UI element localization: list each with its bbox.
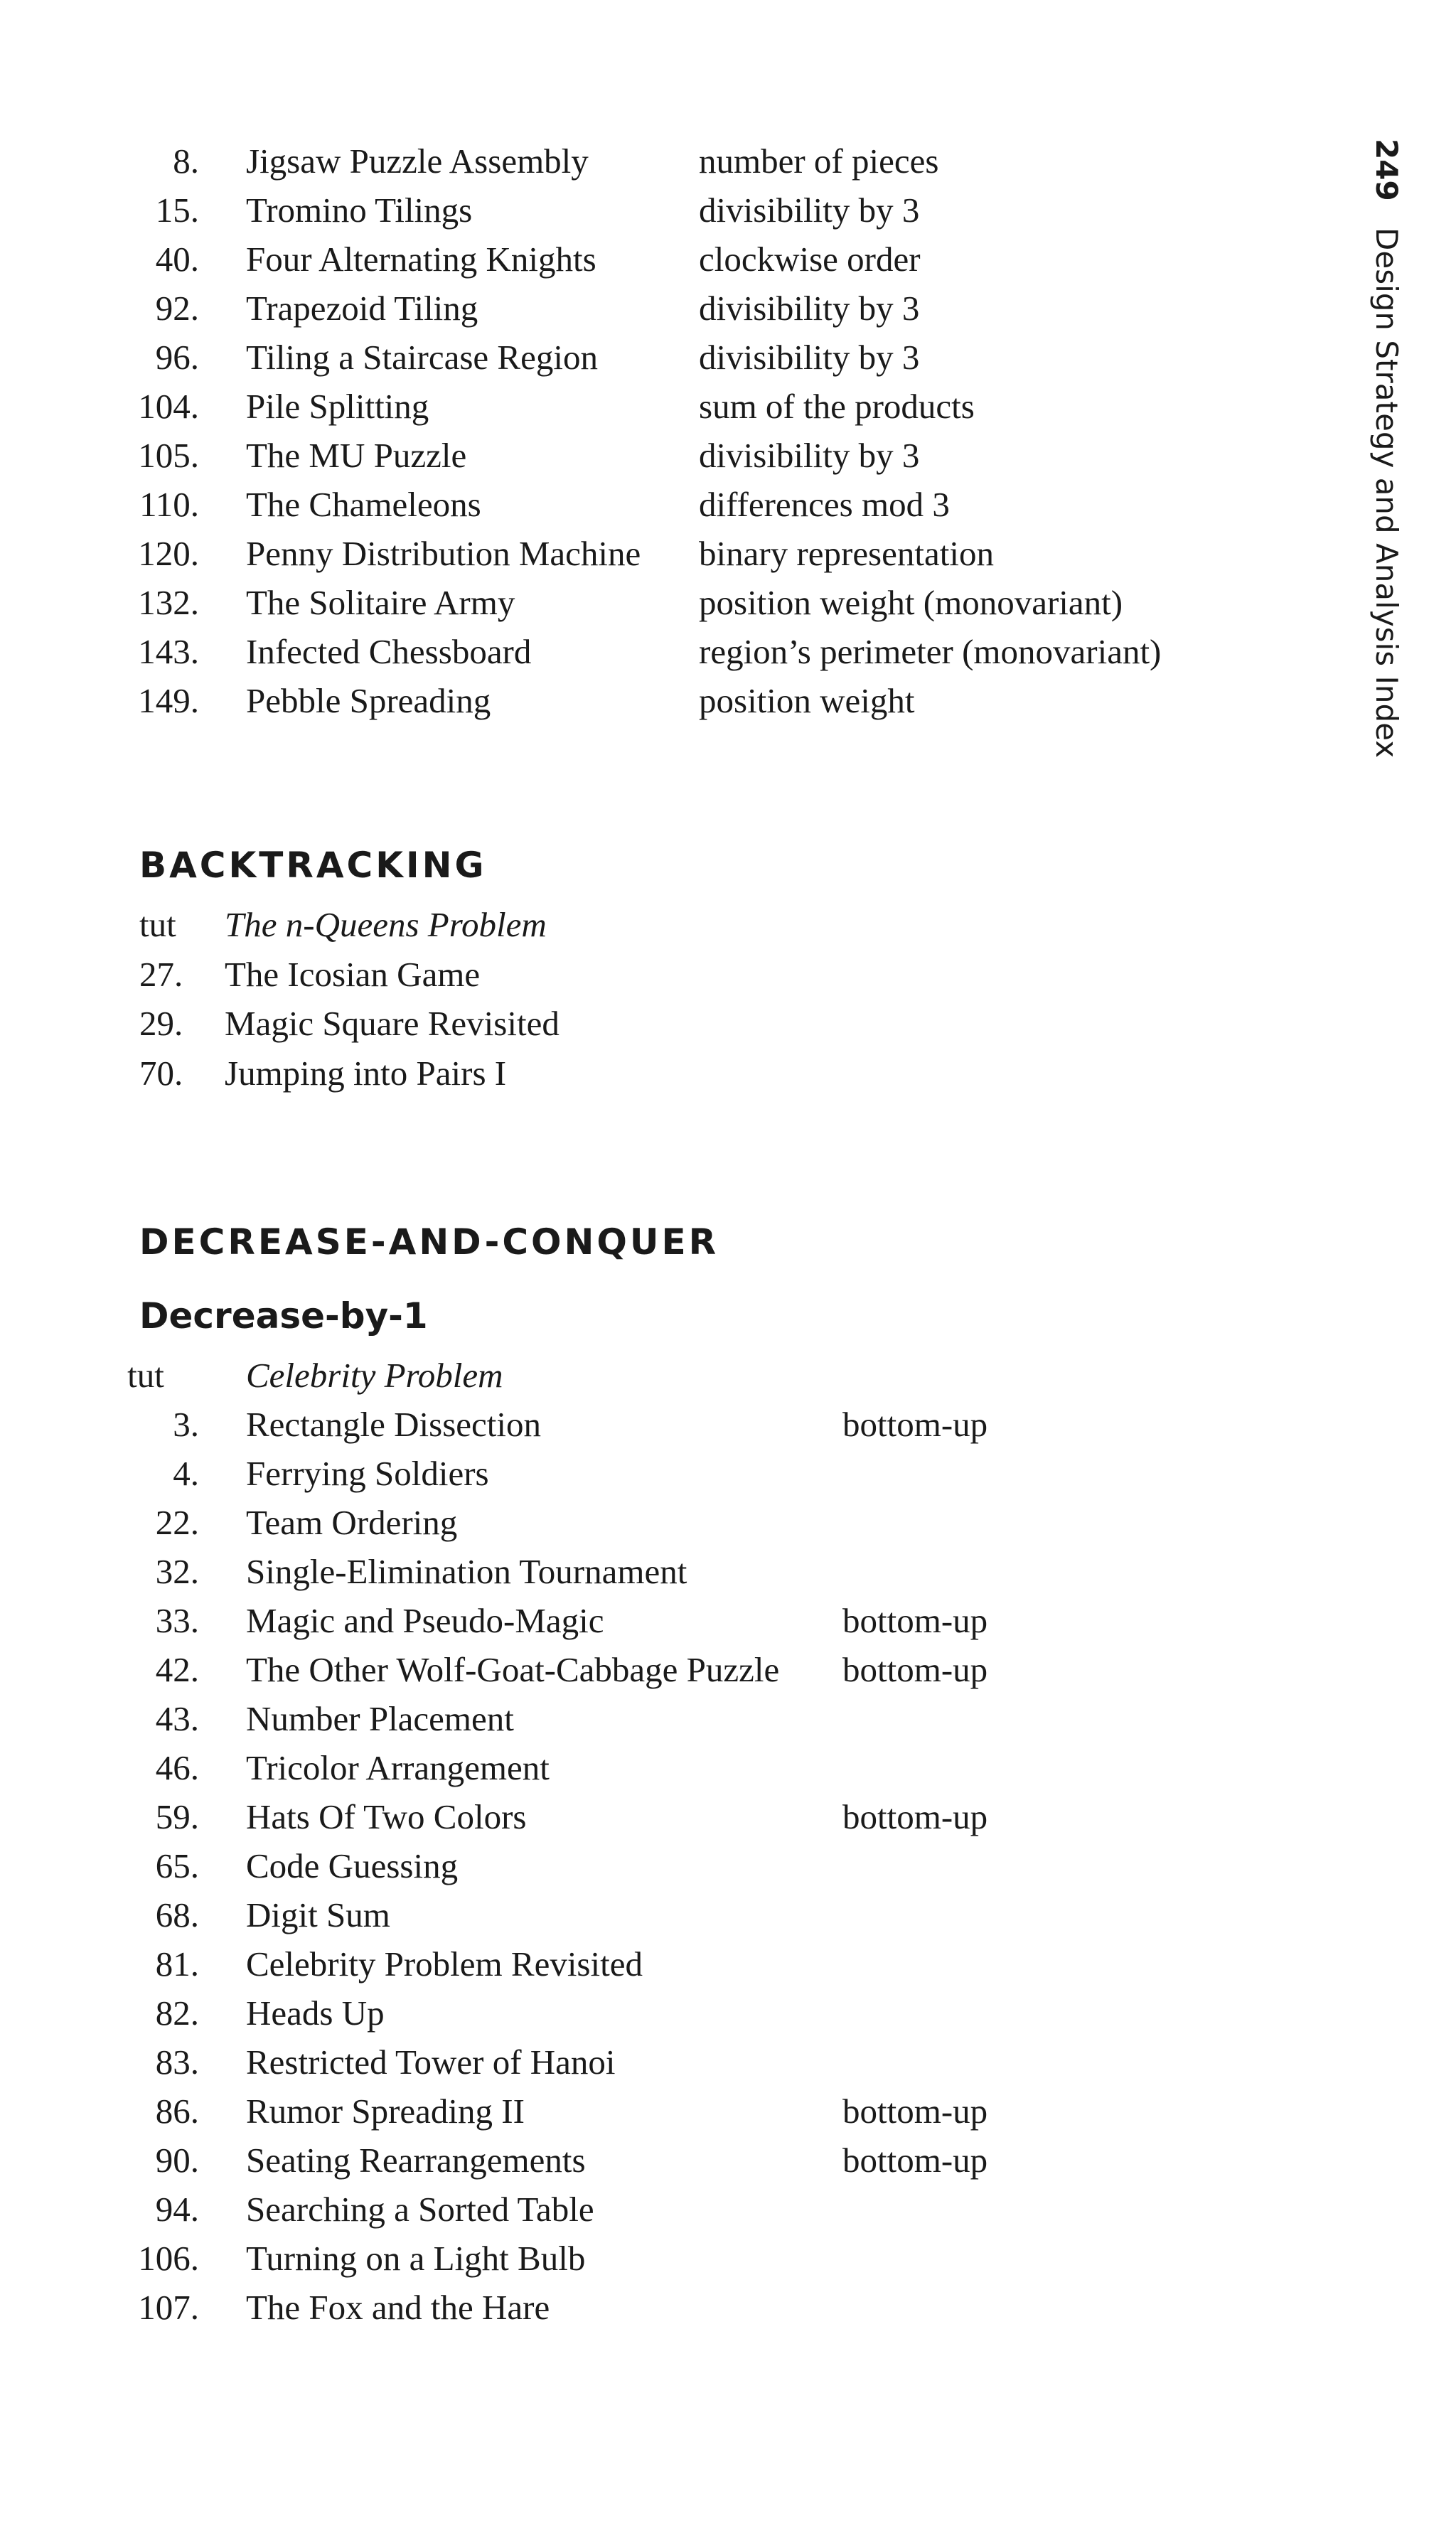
item-number: 104.: [138, 387, 199, 426]
item-title: Seating Rearrangements: [246, 2141, 586, 2180]
backtracking-heading: BACKTRACKING: [139, 845, 487, 886]
item-note: divisibility by 3: [699, 191, 920, 230]
item-title: Number Placement: [246, 1699, 514, 1738]
item-number: 8.: [173, 141, 199, 181]
item-note: binary representation: [699, 534, 994, 573]
item-note: bottom-up: [842, 1797, 988, 1836]
item-title: The MU Puzzle: [246, 436, 467, 475]
item-title: Celebrity Problem: [246, 1356, 503, 1395]
item-number: 22.: [155, 1503, 199, 1542]
item-number: 15.: [155, 191, 199, 230]
item-note: divisibility by 3: [699, 338, 920, 377]
item-number: 4.: [173, 1454, 199, 1493]
item-number: 27.: [139, 954, 183, 994]
item-title: The n-Queens Problem: [225, 905, 547, 944]
item-number: 107.: [138, 2288, 199, 2327]
item-number: 82.: [155, 1993, 199, 2033]
item-number: 59.: [155, 1797, 199, 1836]
item-number: 70.: [139, 1053, 183, 1093]
item-title: The Other Wolf-Goat-Cabbage Puzzle: [246, 1650, 780, 1689]
item-title: Tromino Tilings: [246, 191, 473, 230]
item-number: 132.: [138, 583, 199, 622]
item-title: The Solitaire Army: [246, 583, 515, 622]
decrease-subheading: Decrease-by-1: [139, 1295, 428, 1337]
item-title: The Chameleons: [246, 485, 481, 524]
item-number: 68.: [155, 1895, 199, 1934]
item-number: 105.: [138, 436, 199, 475]
item-note: bottom-up: [842, 2141, 988, 2180]
item-number: 40.: [155, 240, 199, 279]
item-note: bottom-up: [842, 2092, 988, 2131]
item-number: 96.: [155, 338, 199, 377]
item-number: tut: [139, 905, 176, 944]
item-note: region’s perimeter (monovariant): [699, 632, 1162, 671]
item-note: divisibility by 3: [699, 436, 920, 475]
item-note: sum of the products: [699, 387, 975, 426]
item-number: 81.: [155, 1944, 199, 1983]
item-title: Jigsaw Puzzle Assembly: [246, 141, 589, 181]
item-title: Team Ordering: [246, 1503, 458, 1542]
item-number: 94.: [155, 2190, 199, 2229]
item-number: 110.: [139, 485, 199, 524]
item-note: bottom-up: [842, 1650, 988, 1689]
item-title: Jumping into Pairs I: [225, 1053, 507, 1093]
item-title: Penny Distribution Machine: [246, 534, 641, 573]
item-number: 29.: [139, 1004, 183, 1043]
item-number: 42.: [155, 1650, 199, 1689]
item-number: 120.: [138, 534, 199, 573]
item-number: 32.: [155, 1552, 199, 1591]
item-number: 90.: [155, 2141, 199, 2180]
item-note: number of pieces: [699, 141, 939, 181]
item-number: 46.: [155, 1748, 199, 1787]
item-note: bottom-up: [842, 1601, 988, 1640]
item-title: Magic Square Revisited: [225, 1004, 560, 1043]
item-title: Rectangle Dissection: [246, 1405, 542, 1444]
item-title: Four Alternating Knights: [246, 240, 596, 279]
item-title: Rumor Spreading II: [246, 2092, 525, 2131]
item-title: Tiling a Staircase Region: [246, 338, 598, 377]
item-title: Magic and Pseudo-Magic: [246, 1601, 604, 1640]
decrease-heading: DECREASE-AND-CONQUER: [139, 1221, 719, 1263]
item-title: Pebble Spreading: [246, 681, 491, 720]
item-number: 149.: [138, 681, 199, 720]
item-note: position weight: [699, 681, 915, 720]
item-number: 92.: [155, 289, 199, 328]
item-title: Hats Of Two Colors: [246, 1797, 527, 1836]
item-number: 33.: [155, 1601, 199, 1640]
item-title: Turning on a Light Bulb: [246, 2239, 586, 2278]
item-title: Code Guessing: [246, 1846, 459, 1885]
item-title: Pile Splitting: [246, 387, 429, 426]
running-head: [1365, 139, 1408, 758]
item-title: Searching a Sorted Table: [246, 2190, 594, 2229]
item-number: 65.: [155, 1846, 199, 1885]
item-number: tut: [127, 1356, 164, 1395]
item-title: Tricolor Arrangement: [246, 1748, 550, 1787]
item-title: Heads Up: [246, 1993, 385, 2033]
item-number: 83.: [155, 2043, 199, 2082]
item-title: Trapezoid Tiling: [246, 289, 478, 328]
running-head-title: Design Strategy and Analysis Index: [1369, 227, 1404, 759]
item-title: Ferrying Soldiers: [246, 1454, 489, 1493]
item-title: The Icosian Game: [225, 954, 481, 994]
page-number: 249: [1369, 139, 1404, 201]
item-title: Infected Chessboard: [246, 632, 532, 671]
item-note: position weight (monovariant): [699, 583, 1123, 622]
item-note: bottom-up: [842, 1405, 988, 1444]
item-number: 106.: [138, 2239, 199, 2278]
item-number: 86.: [155, 2092, 199, 2131]
item-title: Restricted Tower of Hanoi: [246, 2043, 616, 2082]
item-title: Celebrity Problem Revisited: [246, 1944, 643, 1983]
item-number: 43.: [155, 1699, 199, 1738]
item-number: 143.: [138, 632, 199, 671]
item-note: clockwise order: [699, 240, 921, 279]
item-title: The Fox and the Hare: [246, 2288, 550, 2327]
item-title: Single-Elimination Tournament: [246, 1552, 687, 1591]
item-note: divisibility by 3: [699, 289, 920, 328]
item-title: Digit Sum: [246, 1895, 390, 1934]
item-note: differences mod 3: [699, 485, 950, 524]
item-number: 3.: [173, 1405, 199, 1444]
